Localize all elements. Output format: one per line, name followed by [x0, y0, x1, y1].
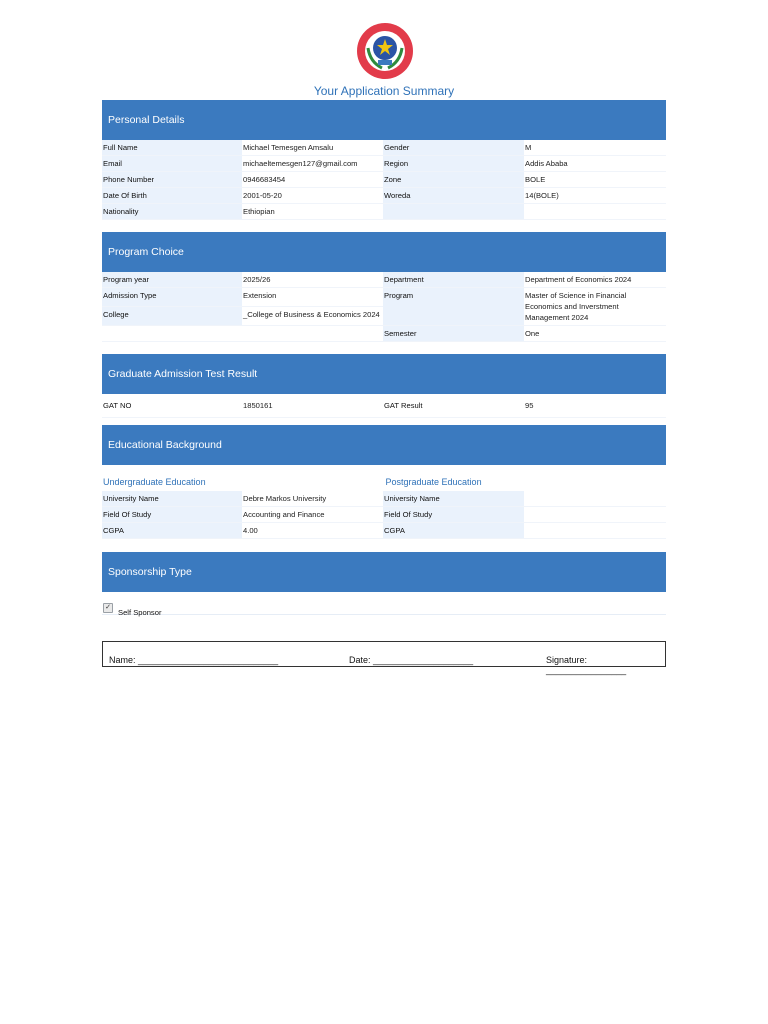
field-label: Zone: [383, 172, 524, 188]
field-label: Admission Type: [102, 288, 242, 307]
field-value: Michael Temesgen Amsalu: [242, 140, 383, 156]
university-logo: [356, 22, 414, 80]
field-label: Field Of Study: [383, 507, 524, 523]
sponsorship-option: [102, 592, 666, 615]
field-value: 14(BOLE): [524, 188, 666, 204]
field-label: [383, 204, 524, 220]
field-value: 4.00: [242, 523, 383, 539]
field-value: 2025/26: [242, 272, 383, 288]
table-row: [102, 507, 666, 523]
field-value: 0946683454: [242, 172, 383, 188]
section-header-sponsorship: Sponsorship Type: [102, 552, 666, 592]
signature-field: Signature: ________________: [546, 655, 627, 675]
field-value: [524, 204, 666, 220]
table-row: [102, 156, 666, 172]
table-row: [102, 272, 666, 288]
education-table: [102, 491, 666, 539]
field-label: Woreda: [383, 188, 524, 204]
table-row: [102, 523, 666, 539]
page-title: Your Application Summary: [313, 84, 455, 98]
undergraduate-heading: Undergraduate Education: [103, 477, 206, 487]
field-label: Department: [383, 272, 524, 288]
table-row: [102, 394, 666, 418]
field-label: GAT NO: [102, 394, 242, 418]
field-label: University Name: [383, 491, 524, 507]
field-label: Date Of Birth: [102, 188, 242, 204]
summary-document: [102, 100, 666, 615]
table-row: [102, 140, 666, 156]
field-value: Ethiopian: [242, 204, 383, 220]
table-row: [102, 188, 666, 204]
field-label: CGPA: [383, 523, 524, 539]
field-label: [102, 326, 242, 342]
field-value: Accounting and Finance: [242, 507, 383, 523]
field-value: One: [524, 326, 666, 342]
field-label: Field Of Study: [102, 507, 242, 523]
table-row: [102, 288, 666, 307]
field-value: _College of Business & Economics 2024: [242, 307, 383, 326]
table-row: [102, 172, 666, 188]
field-label: Program year: [102, 272, 242, 288]
field-value: M: [524, 140, 666, 156]
section-header-education: Educational Background: [102, 425, 666, 465]
field-value: Department of Economics 2024: [524, 272, 666, 288]
field-value: 1850161: [242, 394, 383, 418]
signature-box: [102, 641, 666, 675]
table-row: [102, 491, 666, 507]
field-label: Nationality: [102, 204, 242, 220]
field-value: 95: [524, 394, 666, 418]
field-label: Email: [102, 156, 242, 172]
field-value: Master of Science in Financial Economics and Inverstment Management 2024: [524, 288, 666, 326]
field-value: 2001-05-20: [242, 188, 383, 204]
field-label: Phone Number: [102, 172, 242, 188]
field-label: University Name: [102, 491, 242, 507]
field-value: Addis Ababa: [524, 156, 666, 172]
field-value: [524, 491, 666, 507]
field-label: CGPA: [102, 523, 242, 539]
field-value: Debre Markos University: [242, 491, 383, 507]
field-label: Full Name: [102, 140, 242, 156]
field-value: michaeltemesgen127@gmail.com: [242, 156, 383, 172]
field-label: Region: [383, 156, 524, 172]
field-value: Extension: [242, 288, 383, 307]
section-header-gat: Graduate Admission Test Result: [102, 354, 666, 394]
table-row: [102, 204, 666, 220]
gat-result-table: [102, 394, 666, 418]
postgraduate-heading: Postgraduate Education: [385, 477, 482, 487]
self-sponsor-checkbox[interactable]: ✓: [103, 603, 113, 613]
education-subheadings: [102, 473, 666, 491]
self-sponsor-label: Self Sponsor: [118, 608, 162, 617]
table-row: [102, 326, 666, 342]
field-label: Program: [383, 288, 524, 326]
field-value: BOLE: [524, 172, 666, 188]
date-signature-field: Date: ____________________: [349, 655, 474, 665]
field-label: Semester: [383, 326, 524, 342]
program-choice-table: [102, 272, 666, 342]
field-label: Gender: [383, 140, 524, 156]
name-signature-field: Name: ____________________________: [109, 655, 279, 665]
field-label: GAT Result: [383, 394, 524, 418]
section-header-personal: Personal Details: [102, 100, 666, 140]
field-value: [524, 523, 666, 539]
section-header-program: Program Choice: [102, 232, 666, 272]
field-value: [524, 507, 666, 523]
personal-details-table: [102, 140, 666, 220]
field-label: College: [102, 307, 242, 326]
field-value: [242, 326, 383, 342]
